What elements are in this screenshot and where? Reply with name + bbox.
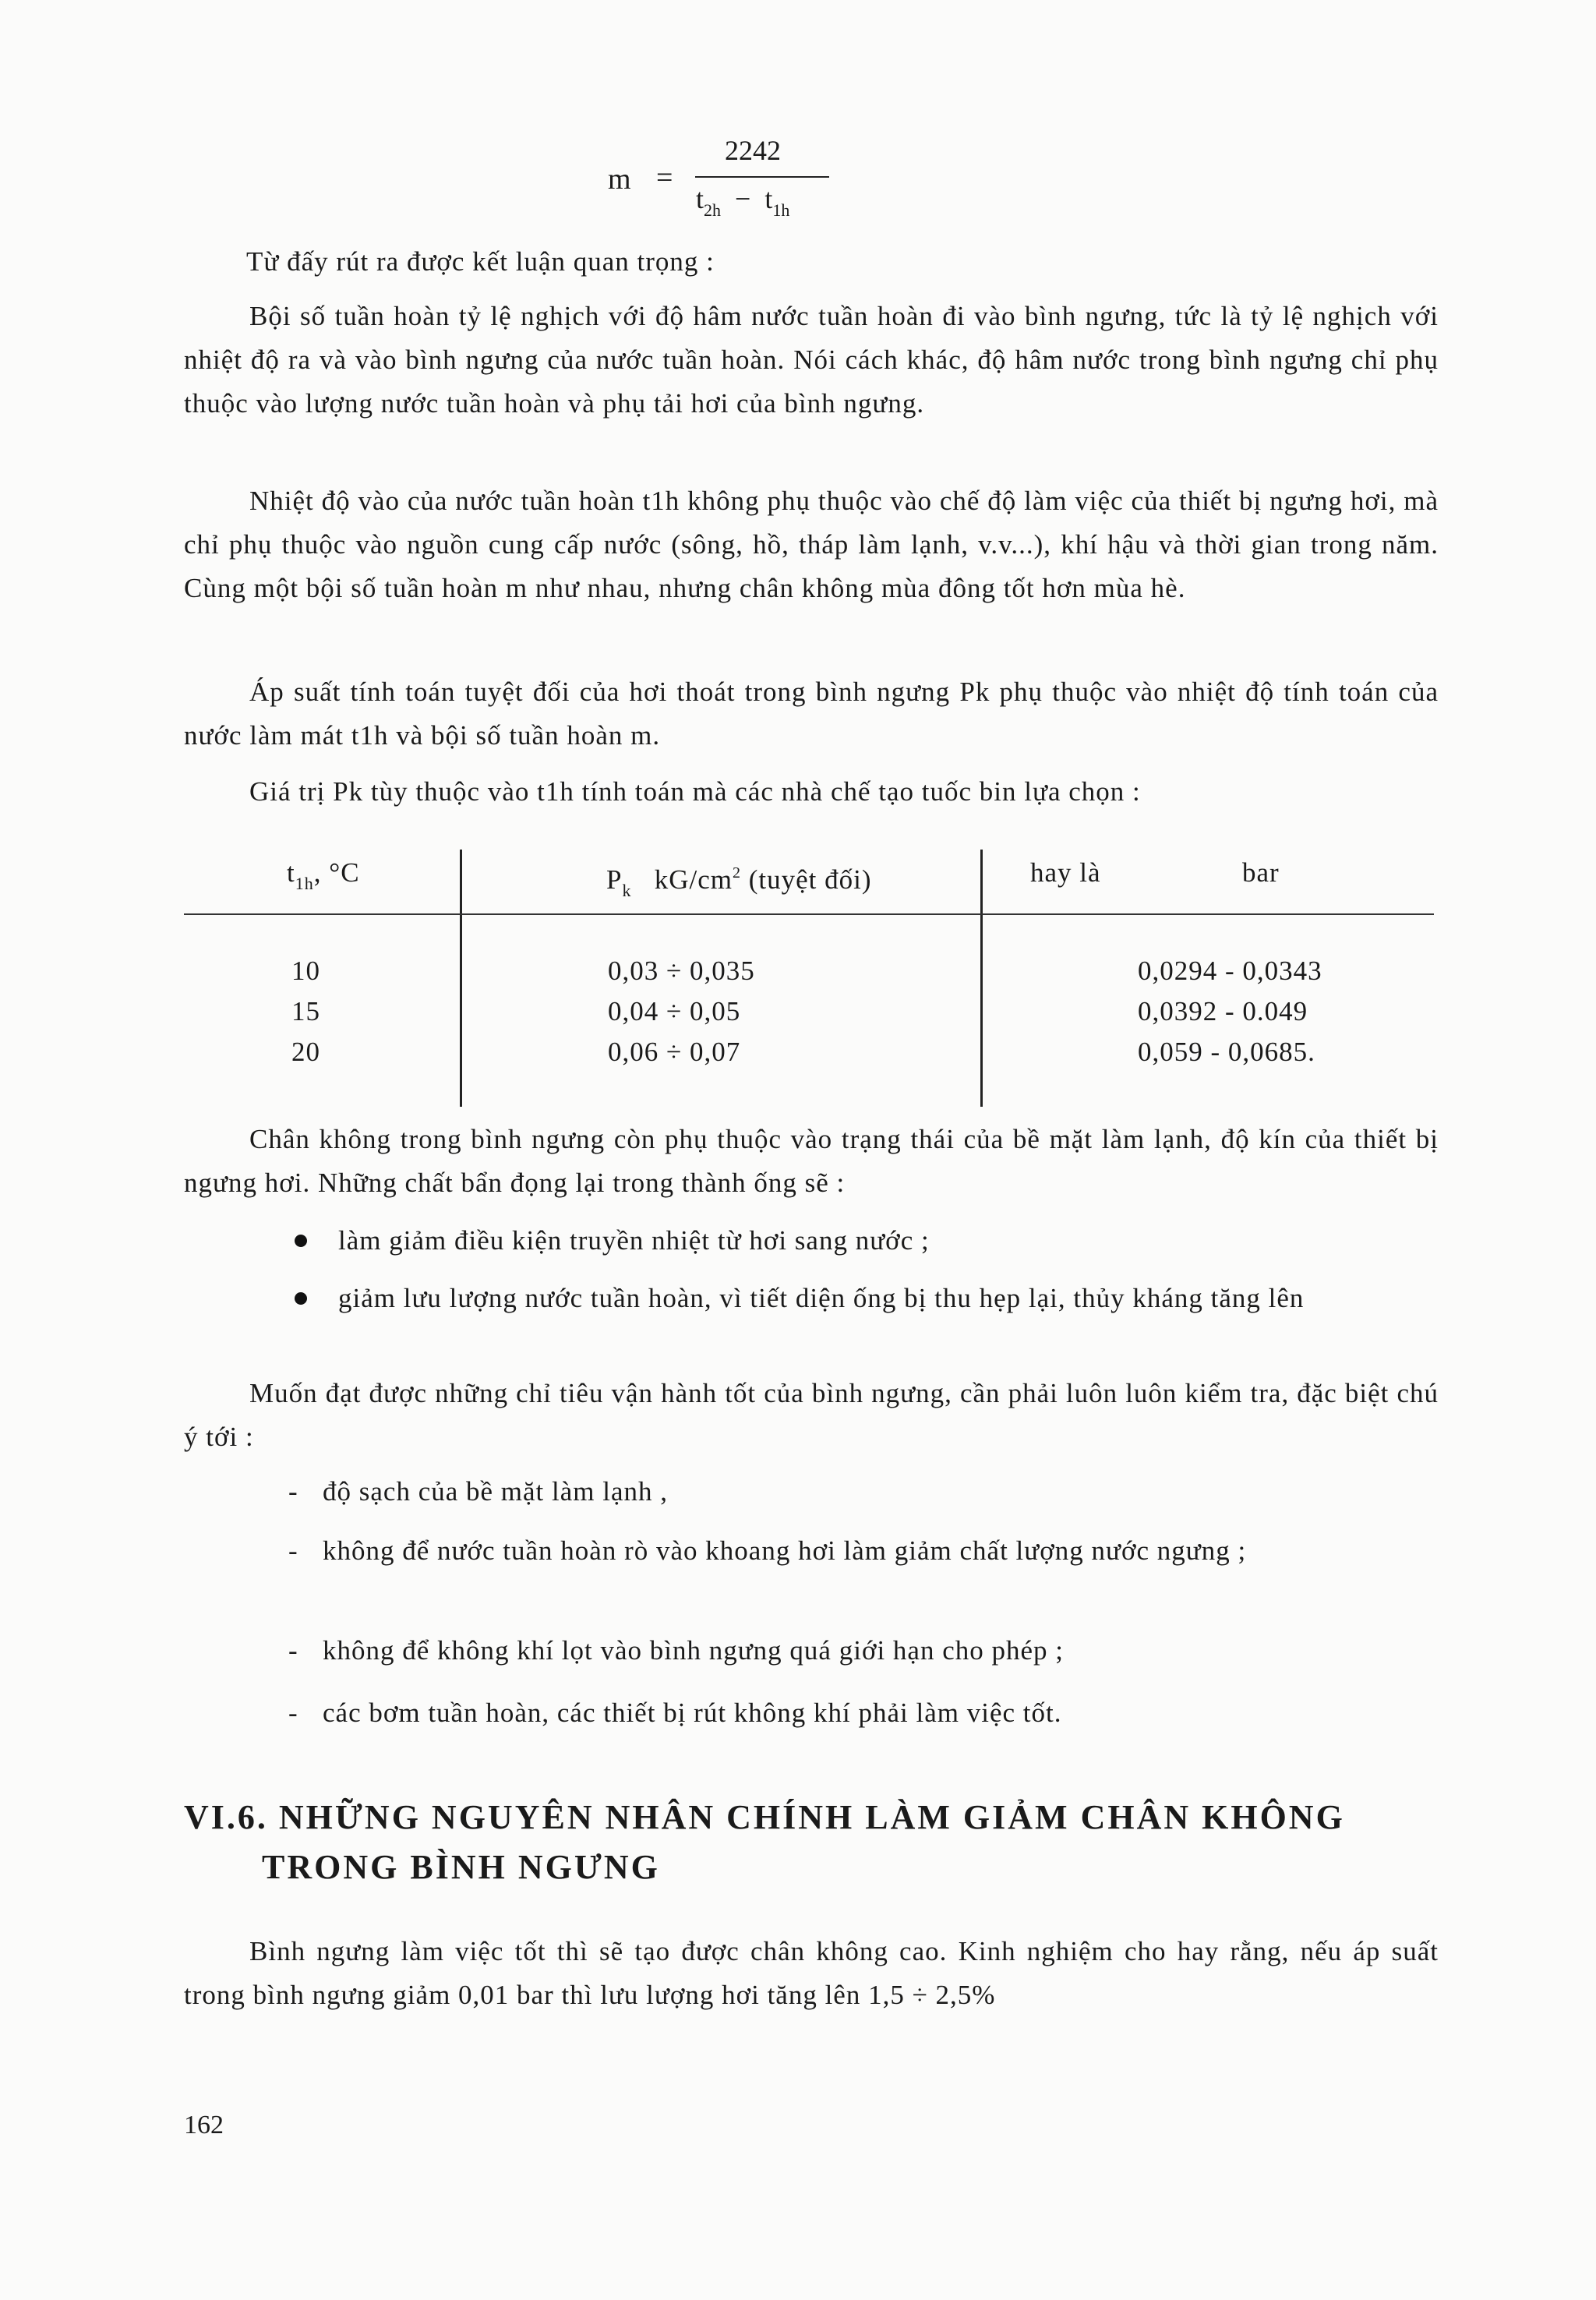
paragraph-1: Bội số tuần hoàn tỷ lệ nghịch với độ hâm nước tuần hoàn đi vào bình ngưng, tức là tỷ lệ nghịch với nhiệt độ ra và vào bình ngưng của nước tuần hoàn. Nói cách khác, độ hâm nước trong bình ngưng chỉ phụ thuộc vào lượng nước tuần hoàn và phụ tải hơi của bình ngưng. bbox=[184, 301, 1439, 419]
header-pressure: $P_k$ $kG/cm^2$ (tuyệt đối) bbox=[606, 864, 872, 900]
paragraph-2: Nhiệt độ vào của nước tuần hoàn t1h không phụ thuộc vào chế độ làm việc của thiết bị ngưng hơi, mà chỉ phụ thuộc vào nguồn cung cấp nước (sông, hồ, tháp làm lạnh, v.v...), khí hậu và thời gian trong năm. Cùng một bội số tuần hoàn m như nhau, nhưng chân không mùa đông tốt hơn mùa hè. bbox=[184, 486, 1439, 603]
formula-numerator: 2242 bbox=[725, 135, 781, 166]
bullet-item-2: giảm lưu lượng nước tuần hoàn, vì tiết diện ống bị thu hẹp lại, thủy kháng tăng lên bbox=[338, 1283, 1305, 1313]
header-alt: hay là bbox=[1030, 857, 1101, 888]
paragraph-4: Giá trị Pk tùy thuộc vào t1h tính toán mà các nhà chế tạo tuốc bin lựa chọn : bbox=[249, 776, 1141, 807]
section-number: VI.6. bbox=[184, 1798, 268, 1836]
row-1-t: 10 bbox=[291, 956, 320, 986]
formula-equals: = bbox=[656, 161, 673, 194]
paragraph-after-table: Chân không trong bình ngưng còn phụ thuộc vào trạng thái của bề mặt làm lạnh, độ kín của thiết bị ngưng hơi. Những chất bẩn đọng lại trong thành ống sẽ : bbox=[184, 1124, 1439, 1198]
bullet-icon bbox=[295, 1235, 307, 1247]
formula-lhs: m bbox=[608, 163, 631, 196]
table-divider-2 bbox=[980, 850, 983, 1107]
paragraph-final: Bình ngưng làm việc tốt thì sẽ tạo được chân không cao. Kinh nghiệm cho hay rằng, nếu áp suất trong bình ngưng giảm 0,01 bar thì lưu lượng hơi tăng lên 1,5 ÷ 2,5% bbox=[184, 1936, 1439, 2010]
dash-marker: - bbox=[288, 1635, 298, 1666]
intro-text: Từ đấy rút ra được kết luận quan trọng : bbox=[246, 246, 715, 277]
row-2-bar: 0,0392 - 0.049 bbox=[1138, 996, 1308, 1026]
row-3-bar: 0,059 - 0,0685. bbox=[1138, 1037, 1315, 1067]
page-number: 162 bbox=[184, 2111, 224, 2139]
header-temperature: $t_{1h}$, °C bbox=[287, 857, 360, 893]
row-3-t: 20 bbox=[291, 1037, 320, 1067]
checklist-item-1: độ sạch của bề mặt làm lạnh , bbox=[323, 1476, 669, 1507]
section-title-line1: NHỮNG NGUYÊN NHÂN CHÍNH LÀM GIẢM CHÂN KHÔNG bbox=[278, 1798, 1345, 1836]
section-title-line2: TRONG BÌNH NGƯNG bbox=[262, 1848, 660, 1886]
row-2-pk: 0,04 ÷ 0,05 bbox=[608, 996, 741, 1026]
dash-marker: - bbox=[288, 1476, 298, 1507]
paragraph-3: Áp suất tính toán tuyệt đối của hơi thoát trong bình ngưng Pk phụ thuộc vào nhiệt độ tính toán của nước làm mát t1h và bội số tuần hoàn m. bbox=[184, 677, 1439, 751]
checklist-item-2: không để nước tuần hoàn rò vào khoang hơi làm giảm chất lượng nước ngưng ; bbox=[323, 1535, 1247, 1566]
row-1-bar: 0,0294 - 0,0343 bbox=[1138, 956, 1322, 986]
dash-marker: - bbox=[288, 1698, 298, 1728]
table-divider-1 bbox=[460, 850, 462, 1107]
fraction-bar bbox=[695, 176, 829, 178]
checklist-item-4: các bơm tuần hoàn, các thiết bị rút không khí phải làm việc tốt. bbox=[323, 1698, 1062, 1728]
checklist-item-3: không để không khí lọt vào bình ngưng quá giới hạn cho phép ; bbox=[323, 1635, 1065, 1666]
section-heading bbox=[184, 1793, 1345, 1842]
table-header-rule bbox=[184, 913, 1434, 915]
row-3-pk: 0,06 ÷ 0,07 bbox=[608, 1037, 741, 1067]
row-2-t: 15 bbox=[291, 996, 320, 1026]
formula-denominator: $t_{2h} - t_{1h}$ bbox=[696, 183, 790, 220]
paragraph-monitoring: Muốn đạt được những chỉ tiêu vận hành tốt của bình ngưng, cần phải luôn luôn kiểm tra, đặc biệt chú ý tới : bbox=[184, 1378, 1439, 1452]
bullet-item-1: làm giảm điều kiện truyền nhiệt từ hơi sang nước ; bbox=[338, 1225, 930, 1256]
dash-marker: - bbox=[288, 1535, 298, 1566]
row-1-pk: 0,03 ÷ 0,035 bbox=[608, 956, 755, 986]
header-bar: bar bbox=[1242, 857, 1280, 888]
